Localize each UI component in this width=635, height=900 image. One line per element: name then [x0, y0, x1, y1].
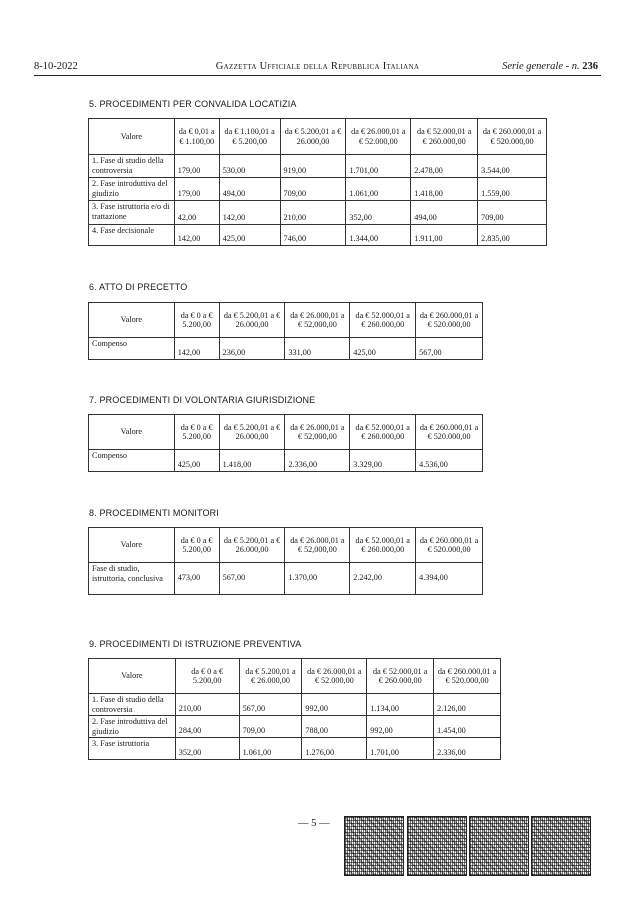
table-row	[89, 738, 501, 760]
column-header: da € 26.000,01 a € 52,000,00	[285, 303, 350, 338]
column-header: da € 260.000,01 a € 520.000,00	[416, 303, 483, 338]
row-label: 2. Fase introduttiva del giudizio	[89, 716, 176, 738]
qr-code-image	[344, 816, 404, 876]
section-title: 5. PROCEDIMENTI PER CONVALIDA LOCATIZIA	[89, 99, 297, 109]
table-cell: 709,00	[280, 178, 346, 201]
table-cell: 42,00	[174, 201, 219, 225]
table-cell: 494,00	[219, 178, 280, 201]
row-label: 1. Fase di studio della controversia	[89, 694, 176, 716]
header-series-label: Serie generale - n.	[502, 61, 580, 72]
table-cell: 4.394,00	[416, 563, 483, 595]
table-row	[89, 694, 501, 716]
table-cell: 1.701,00	[346, 155, 411, 178]
table-cell: 1.134,00	[367, 694, 434, 716]
table-row	[89, 338, 483, 360]
table-cell: 4.536,00	[416, 450, 483, 472]
column-header: Valore	[89, 659, 176, 694]
qr-code-image	[407, 816, 467, 876]
column-header: da € 26.000,01 a € 52,000,00	[285, 415, 350, 450]
qr-code-image	[469, 816, 529, 876]
header-date: 8-10-2022	[34, 61, 78, 72]
table-row	[89, 450, 483, 472]
page-number: — 5 —	[298, 818, 330, 829]
table-cell: 352,00	[346, 201, 411, 225]
table-cell: 210,00	[280, 201, 346, 225]
header-issue: 236	[582, 61, 598, 72]
header-title: Gazzetta Ufficiale della Repubblica Italiana	[215, 61, 420, 72]
column-header: da € 0 a € 5.200,00	[174, 415, 219, 450]
table-cell: 284,00	[175, 716, 239, 738]
table-cell: 1.418,00	[411, 178, 478, 201]
table-cell: 1.454,00	[434, 716, 501, 738]
section-title: 7. PROCEDIMENTI DI VOLONTARIA GIURISDIZIONE	[89, 395, 316, 405]
table-cell: 530,00	[219, 155, 280, 178]
column-header: da € 0 a € 5.200,00	[174, 528, 219, 563]
table-cell: 1.559,00	[478, 178, 547, 201]
column-header: da € 52.000,01 a € 260.000,00	[350, 415, 416, 450]
column-header: da € 52.000,01 a € 260.000,00	[350, 528, 416, 563]
table-cell: 2.835,00	[478, 225, 547, 246]
row-label: Fase di studio, istruttoria, conclusiva	[89, 563, 175, 595]
table-cell: 1.911,00	[411, 225, 478, 246]
table-cell: 210,00	[175, 694, 239, 716]
column-header: da € 26.000,01 a € 52.000,00	[346, 119, 411, 155]
table-cell: 1.061,00	[346, 178, 411, 201]
fee-table	[88, 658, 501, 760]
column-header: da € 5.200,01 a € 26.000,00	[239, 659, 302, 694]
column-header: Valore	[89, 528, 175, 563]
column-header: da € 0,01 a € 1.100,00	[174, 119, 219, 155]
column-header: da € 26.000,01 a € 52,000,00	[285, 528, 350, 563]
column-header: da € 260.000,01 a € 520.000,00	[434, 659, 501, 694]
table-cell: 992,00	[367, 716, 434, 738]
table-cell: 992,00	[302, 694, 367, 716]
table-cell: 425,00	[219, 225, 280, 246]
row-label: 4. Fase decisionale	[89, 225, 175, 246]
column-header: da € 0 a € 5.200,00	[175, 659, 239, 694]
column-header: da € 5.200,01 a € 26.000,00	[219, 528, 285, 563]
table-cell: 1.344,00	[346, 225, 411, 246]
table-cell: 352,00	[175, 738, 239, 760]
column-header: da € 260.000,01 a € 520.000,00	[416, 415, 483, 450]
row-label: 3. Fase istruttoria	[89, 738, 176, 760]
table-cell: 1.061,00	[239, 738, 302, 760]
table-cell: 919,00	[280, 155, 346, 178]
table-cell: 425,00	[350, 338, 416, 360]
table-cell: 425,00	[174, 450, 219, 472]
column-header: da € 5.200,01 a € 26.000,00	[280, 119, 346, 155]
fee-table	[88, 302, 483, 360]
row-label: 1. Fase di studio della controversia	[89, 155, 175, 178]
table-cell: 2.336,00	[434, 738, 501, 760]
row-label: 3. Fase istruttoria e/o di trattazione	[89, 201, 175, 225]
qr-code-image	[531, 816, 591, 876]
table-cell: 567,00	[239, 694, 302, 716]
column-header: da € 5.200,01 a € 26.000,00	[219, 303, 285, 338]
table-cell: 709,00	[478, 201, 547, 225]
table-cell: 2.126,00	[434, 694, 501, 716]
fee-table	[88, 527, 483, 595]
table-cell: 236,00	[219, 338, 285, 360]
table-cell: 142,00	[174, 225, 219, 246]
column-header: da € 26.000,01 a € 52.000,00	[302, 659, 367, 694]
section-title: 9. PROCEDIMENTI DI ISTRUZIONE PREVENTIVA	[89, 639, 302, 649]
table-cell: 567,00	[219, 563, 285, 595]
table-row	[89, 716, 501, 738]
column-header: da € 52.000,01 a € 260.000,00	[367, 659, 434, 694]
column-header: da € 52.000,01 a € 260.000,00	[350, 303, 416, 338]
table-cell: 1.418,00	[219, 450, 285, 472]
fee-table	[88, 118, 547, 246]
table-cell: 567,00	[416, 338, 483, 360]
column-header: da € 260.000,01 a € 520.000,00	[416, 528, 483, 563]
column-header: da € 0 a € 5.200,00	[174, 303, 219, 338]
row-label: Compenso	[89, 450, 175, 472]
column-header: da € 260.000,01 a € 520.000,00	[478, 119, 547, 155]
table-cell: 1.370,00	[285, 563, 350, 595]
table-cell: 494,00	[411, 201, 478, 225]
table-cell: 1.276,00	[302, 738, 367, 760]
header-divider	[34, 75, 601, 76]
table-cell: 179,00	[174, 178, 219, 201]
column-header: da € 1.100,01 a € 5.200,00	[219, 119, 280, 155]
table-row	[89, 225, 547, 246]
table-cell: 2.478,00	[411, 155, 478, 178]
table-cell: 2.336,00	[285, 450, 350, 472]
table-cell: 2.242,00	[350, 563, 416, 595]
section-title: 6. ATTO DI PRECETTO	[89, 282, 188, 292]
table-cell: 331,00	[285, 338, 350, 360]
section-title: 8. PROCEDIMENTI MONITORI	[89, 508, 219, 518]
column-header: Valore	[89, 415, 175, 450]
table-cell: 1.701,00	[367, 738, 434, 760]
table-row	[89, 155, 547, 178]
table-row	[89, 201, 547, 225]
table-cell: 142,00	[219, 201, 280, 225]
table-cell: 3.329,00	[350, 450, 416, 472]
column-header: da € 52.000,01 a € 260.000,00	[411, 119, 478, 155]
fee-table	[88, 414, 483, 472]
table-row	[89, 178, 547, 201]
table-cell: 473,00	[174, 563, 219, 595]
header-series	[502, 61, 598, 72]
table-cell: 709,00	[239, 716, 302, 738]
table-cell: 746,00	[280, 225, 346, 246]
table-cell: 3.544,00	[478, 155, 547, 178]
column-header: Valore	[89, 119, 175, 155]
row-label: Compenso	[89, 338, 175, 360]
table-cell: 788,00	[302, 716, 367, 738]
column-header: Valore	[89, 303, 175, 338]
column-header: da € 5.200,01 a € 26.000,00	[219, 415, 285, 450]
table-row	[89, 563, 483, 595]
table-cell: 179,00	[174, 155, 219, 178]
table-cell: 142,00	[174, 338, 219, 360]
row-label: 2. Fase introduttiva del giudizio	[89, 178, 175, 201]
